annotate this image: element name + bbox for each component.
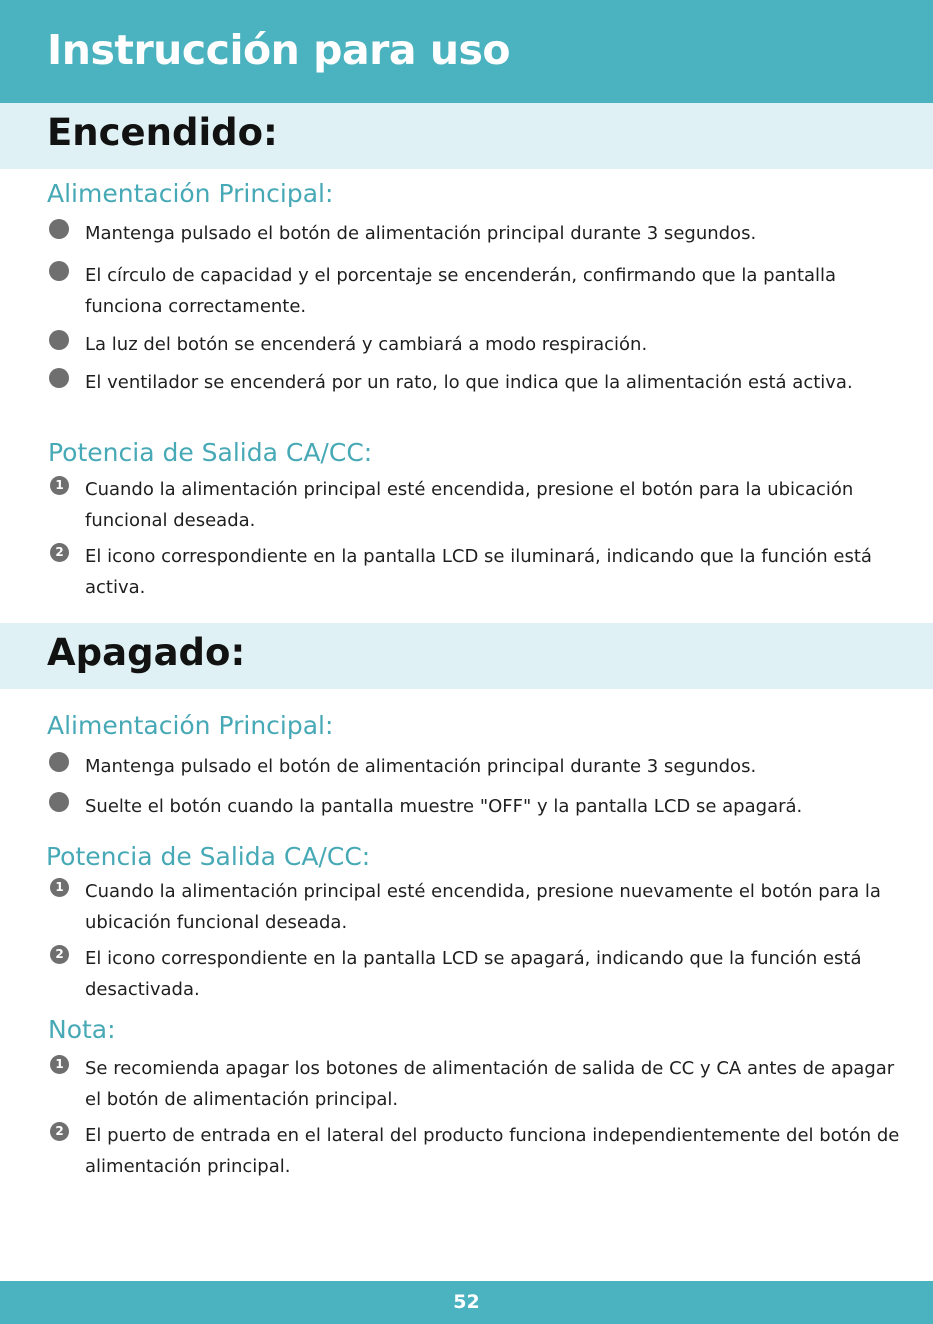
page-title: Instrucción para uso xyxy=(47,26,511,74)
section-band-encendido xyxy=(0,103,933,169)
section-band-apagado xyxy=(0,623,933,689)
section-title-apagado: Apagado: xyxy=(47,631,246,674)
bullet-dot-icon xyxy=(49,368,69,388)
bullet-dot-icon xyxy=(49,792,69,812)
list-item-text: El icono correspondiente en la pantalla LCD se apagará, indicando que la función está desactivada. xyxy=(85,948,862,1000)
bullet-dot-icon xyxy=(49,752,69,772)
list-item-text: Se recomienda apagar los botones de alimentación de salida de CC y CA antes de apagar el botón de alimentación principal. xyxy=(85,1058,895,1110)
bullet-dot-icon xyxy=(49,219,69,239)
subheading-encendido-main-power: Alimentación Principal: xyxy=(47,179,334,208)
page-number: 52 xyxy=(453,1291,480,1313)
list-item-text: El puerto de entrada en el lateral del producto funciona independientemente del botón de alimentación principal. xyxy=(85,1125,900,1177)
list-item-text: El icono correspondiente en la pantalla LCD se iluminará, indicando que la función está activa. xyxy=(85,546,872,598)
section-title-encendido: Encendido: xyxy=(47,111,278,154)
list-item-text: Mantenga pulsado el botón de alimentación principal durante 3 segundos. xyxy=(85,756,757,777)
list-item-text: El ventilador se encenderá por un rato, lo que indica que la alimentación está activa. xyxy=(85,372,853,393)
number-badge-icon: 1 xyxy=(50,476,69,495)
subheading-apagado-main-power: Alimentación Principal: xyxy=(47,711,334,740)
list-item-text: La luz del botón se encenderá y cambiará a modo respiración. xyxy=(85,334,648,355)
number-badge-icon: 2 xyxy=(50,945,69,964)
list-item-text: El círculo de capacidad y el porcentaje se encenderán, confirmando que la pantalla funciona correctamente. xyxy=(85,265,837,317)
list-item-text: Cuando la alimentación principal esté encendida, presione nuevamente el botón para la ubicación funcional deseada. xyxy=(85,881,881,933)
subheading-encendido-output: Potencia de Salida CA/CC: xyxy=(48,438,373,467)
number-badge-icon: 1 xyxy=(50,1055,69,1074)
list-item-text: Suelte el botón cuando la pantalla muestre "OFF" y la pantalla LCD se apagará. xyxy=(85,796,803,817)
page-footer xyxy=(0,1281,933,1324)
list-item-text: Mantenga pulsado el botón de alimentación principal durante 3 segundos. xyxy=(85,223,757,244)
subheading-nota: Nota: xyxy=(48,1015,116,1044)
page-header xyxy=(0,0,933,103)
number-badge-icon: 2 xyxy=(50,543,69,562)
bullet-dot-icon xyxy=(49,261,69,281)
subheading-apagado-output: Potencia de Salida CA/CC: xyxy=(46,842,371,871)
list-item-text: Cuando la alimentación principal esté encendida, presione el botón para la ubicación funcional deseada. xyxy=(85,479,854,531)
number-badge-icon: 1 xyxy=(50,878,69,897)
number-badge-icon: 2 xyxy=(50,1122,69,1141)
bullet-dot-icon xyxy=(49,330,69,350)
